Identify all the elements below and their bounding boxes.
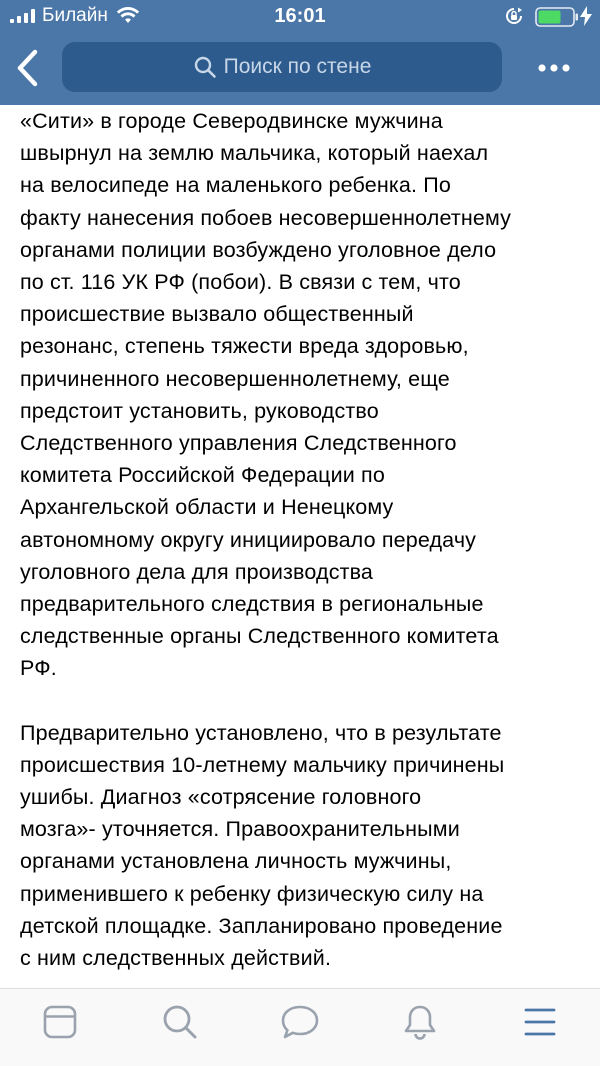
- more-dots-icon: [526, 50, 582, 86]
- text-line: на велосипеде на маленького ребенка. По: [20, 173, 451, 198]
- post-text: [20, 105, 586, 974]
- text-line: органами полиции возбуждено уголовное дело: [20, 237, 497, 262]
- text-line: Предварительно установлено, что в результате: [20, 720, 502, 745]
- text-line: автономному округу инициировало передачу: [20, 527, 477, 552]
- text-line: детской площадке. Запланировано проведение: [20, 913, 503, 938]
- bottom-tab-bar: [0, 988, 600, 1066]
- text-line: следственные органы Следственного комитета: [20, 624, 499, 649]
- post-paragraph-2: [20, 717, 586, 975]
- tab-news[interactable]: [30, 997, 90, 1047]
- app-header: [0, 0, 600, 105]
- text-line: уголовного дела для производства: [20, 559, 374, 584]
- text-line: РФ.: [20, 656, 57, 681]
- rotation-lock-icon: [505, 7, 523, 25]
- text-line: по ст. 116 УК РФ (побои). В связи с тем, что: [20, 270, 461, 295]
- post-content-area[interactable]: [0, 105, 600, 988]
- carrier-name: Билайн: [42, 5, 108, 26]
- battery-icon: [535, 7, 579, 27]
- text-line: мозга»- уточняется. Правоохранительными: [20, 817, 460, 842]
- tab-menu[interactable]: [510, 997, 570, 1047]
- text-line: происшествие вызвало общественный: [20, 302, 414, 327]
- search-icon: [161, 1003, 199, 1041]
- status-time: 16:01: [274, 5, 326, 27]
- paragraph-spacer: [20, 685, 586, 717]
- status-bar: [0, 0, 600, 34]
- charging-icon: [580, 6, 592, 26]
- text-line: происшествия 10-летнему мальчику причинены: [20, 752, 505, 777]
- tab-messages[interactable]: [270, 997, 330, 1047]
- text-line: органами установлена личность мужчины,: [20, 849, 452, 874]
- news-feed-icon: [42, 1004, 78, 1040]
- text-line: предстоит установить, руководство: [20, 398, 379, 423]
- text-line: предварительного следствия в региональные: [20, 592, 484, 617]
- back-chevron-icon: [8, 46, 48, 90]
- text-line: «Сити» в городе Северодвинске мужчина: [20, 109, 443, 133]
- text-line: Следственного управления Следственного: [20, 431, 457, 456]
- tab-search[interactable]: [150, 997, 210, 1047]
- more-options-button[interactable]: [526, 50, 582, 86]
- messages-icon: [280, 1003, 320, 1041]
- navigation-bar: [0, 36, 600, 100]
- text-line: комитета Российской Федерации по: [20, 463, 385, 488]
- tab-notifications[interactable]: [390, 997, 450, 1047]
- search-placeholder: Поиск по стене: [223, 55, 372, 78]
- wall-search-field[interactable]: [62, 42, 502, 92]
- wall-search-content: [62, 42, 502, 92]
- text-line: факту нанесения побоев несовершеннолетнему: [20, 205, 512, 230]
- notifications-bell-icon: [402, 1003, 438, 1041]
- text-line: причиненного несовершеннолетнему, еще: [20, 366, 450, 391]
- text-line: швырнул на землю мальчика, который наехал: [20, 141, 489, 166]
- text-line: ушибы. Диагноз «сотрясение головного: [20, 785, 422, 810]
- text-line: резонанс, степень тяжести вреда здоровью,: [20, 334, 469, 359]
- text-line: применившего к ребенку физическую силу на: [20, 881, 484, 906]
- back-button[interactable]: [8, 46, 48, 90]
- text-line: Архангельской области и Ненецкому: [20, 495, 394, 520]
- text-line: с ним следственных действий.: [20, 946, 332, 971]
- post-paragraph-1: [20, 105, 586, 685]
- search-icon: [193, 55, 217, 79]
- menu-icon: [522, 1004, 558, 1040]
